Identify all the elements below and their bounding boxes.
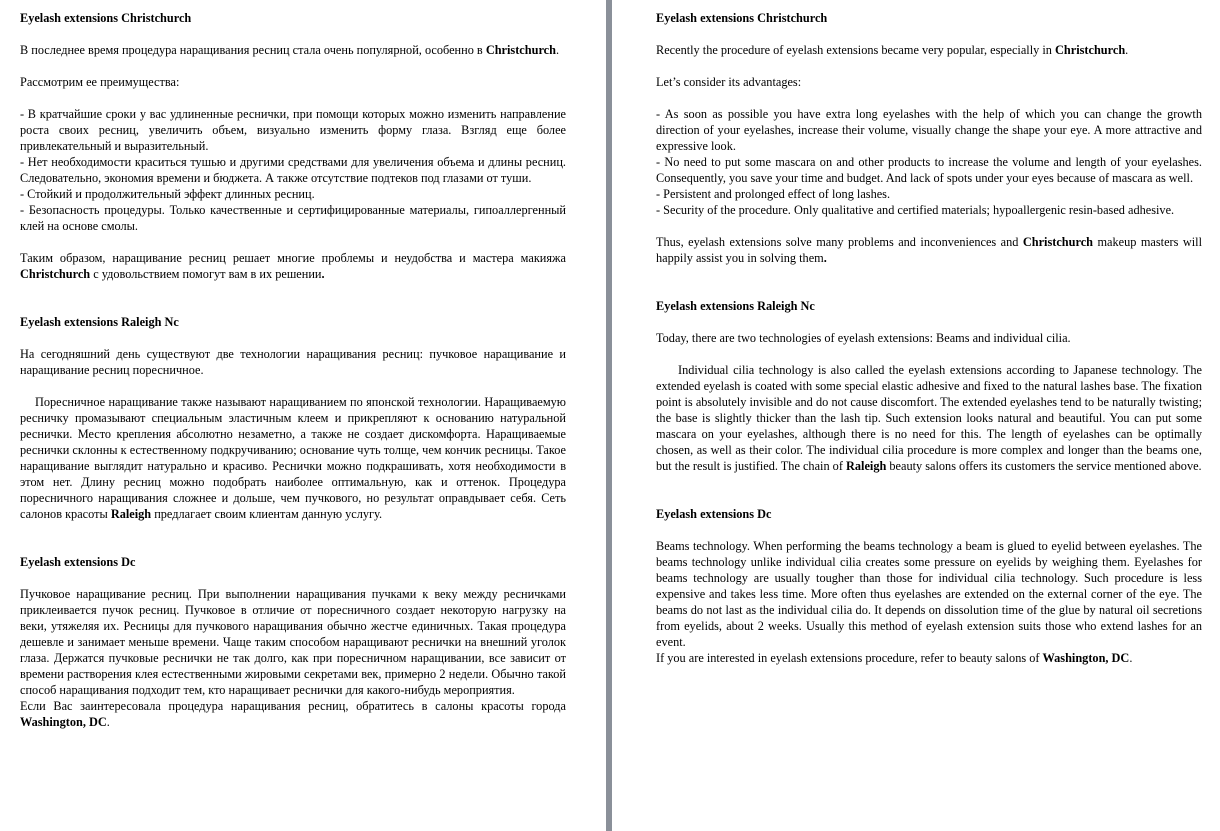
right-column — [656, 10, 1202, 666]
intro-end: . — [1125, 43, 1129, 57]
dc-closing-end: . — [1129, 651, 1133, 665]
conclusion-text-2: makeup masters will happily assist you in solving them — [656, 235, 1202, 265]
raleigh-intro: На сегодняшний день существуют две технологии наращивания ресниц: пучковое наращивание и наращивание ресниц поресничное. — [20, 347, 566, 377]
advantages-intro: Рассмотрим ее преимущества: — [20, 75, 180, 89]
raleigh-text-end: предлагает своим клиентам данную услугу. — [151, 507, 383, 521]
section-heading-christchurch: Eyelash extensions Christchurch — [20, 11, 192, 25]
raleigh-intro: Today, there are two technologies of eyelash extensions: Beams and individual cilia. — [656, 331, 1071, 345]
city-name: Christchurch — [1055, 43, 1126, 57]
advantage-item: - Безопасность процедуры. Только качественные и сертифицированные материалы, гипоаллергенный клей на основе смолы. — [20, 203, 566, 233]
dc-closing-text: If you are interested in eyelash extensions procedure, refer to beauty salons of — [656, 651, 1043, 665]
advantage-item: - As soon as possible you have extra long eyelashes with the help of which you can change the growth direction of your eyelashes, increase their volume, visually change the shape your eye. A more attractive and expressive look. — [656, 107, 1202, 153]
conclusion-text-2: с удовольствием помогут вам в их решении — [90, 267, 322, 281]
intro-paragraph — [656, 42, 1202, 58]
advantage-item: - В кратчайшие сроки у вас удлиненные реснички, при помощи которых можно изменить направление роста своих ресниц, увеличить объем, визуально изменить форму глаза. Взгляд еще более привлекательный и выразительный. — [20, 107, 566, 153]
raleigh-text: Individual cilia technology is also called the eyelash extensions according to Japanese technology. The extended eyelash is coated with some special elastic adhesive and fixed to the natural lashes base. The fixation point is absolutely invisible and do not cause discomfort. The extended eyelashes tend to be naturally twisting; the base is slightly thicker than the lash tip. Such extension looks natural and beautiful. You can put some mascara on your eyelashes, although there is no need for this. The length of eyelashes can be optimally chosen, as well as their color. The individual cilia procedure is more complex and longer than the beams one, but the result is justified. The chain of — [656, 363, 1202, 473]
left-column — [20, 10, 566, 730]
dc-body: Beams technology. When performing the beams technology a beam is glued to eyelid between eyelashes. The beams technology unlike individual cilia creates some pressure on eyelids by weighing them. Eyelashes for beams technology are usually tougher than those for individual cilia technology. Such procedure is less expensive and takes less time. More often thus eyelashes are extended on the external corner of the eye. The beams do not last as the individual cilia do. It depends on dissolution time of the glue by natural oil secretions from eyelids, about 2 weeks. Usually this method of eyelash extension suits those who extend lashes for an event. — [656, 539, 1202, 649]
city-name: Christchurch — [485, 43, 556, 57]
city-name: Christchurch — [1022, 235, 1094, 249]
city-name: Raleigh — [846, 459, 887, 473]
page-divider — [606, 0, 612, 831]
advantage-item: - Нет необходимости краситься тушью и другими средствами для увеличения объема и длины ресниц. Следовательно, экономия времени и бюджета. А также отсутствие подтеков под глазами от туши. — [20, 155, 566, 185]
dc-closing-end: . — [106, 715, 110, 729]
section-heading-christchurch: Eyelash extensions Christchurch — [656, 11, 828, 25]
advantage-item: - No need to put some mascara on and other products to increase the volume and length of your eyelashes. Consequently, you save your time and budget. And lack of spots under your eyes because of mascara as well. — [656, 155, 1202, 185]
section-heading-dc: Eyelash extensions Dc — [656, 507, 772, 521]
city-name: Raleigh — [110, 507, 152, 521]
advantage-item: - Persistent and prolonged effect of long lashes. — [656, 187, 891, 201]
section-heading-raleigh: Eyelash extensions Raleigh Nc — [20, 315, 179, 329]
conclusion-text: Thus, eyelash extensions solve many problems and inconveniences and — [656, 235, 1023, 249]
advantage-item: - Security of the procedure. Only qualitative and certified materials; hypoallergenic resin-based adhesive. — [656, 203, 1175, 217]
dc-closing-text: Если Вас заинтересовала процедура наращивания ресниц, обратитесь в салоны красоты города — [20, 699, 566, 713]
city-name: Christchurch — [20, 267, 91, 281]
city-name: Washington, DC — [1042, 651, 1130, 665]
conclusion-paragraph — [656, 234, 1202, 266]
intro-end: . — [555, 43, 560, 57]
advantage-item: - Стойкий и продолжительный эффект длинных ресниц. — [20, 187, 315, 201]
raleigh-body — [656, 362, 1202, 474]
city-name: Washington, DC — [20, 715, 107, 729]
section-heading-raleigh: Eyelash extensions Raleigh Nc — [656, 299, 815, 313]
dc-body: Пучковое наращивание ресниц. При выполнении наращивания пучками к веку между ресничками приклеивается пучок ресниц. Пучковое в отличие от поресничного создает некоторую нагрузку на веки, утяжеляя их. Ресницы для пучкового наращивания обычно жестче единичных. Такая процедура дешевле и занимает меньше времени. Чаще таким способом наращивают реснички на внешний уголок глаза. Держатся пучковые реснички не так долго, как при поресничном наращивании, все зависит от времени растворения клея естественными жировыми секретами век, примерно 2 недели. Обычно такой способ наращивания подходит тем, кто наращивает реснички для какого-нибудь мероприятия. — [20, 587, 566, 697]
conclusion-end: . — [823, 251, 827, 265]
section-heading-dc: Eyelash extensions Dc — [20, 555, 136, 569]
conclusion-text: Таким образом, наращивание ресниц решает многие проблемы и неудобства и мастера макияжа — [20, 251, 566, 265]
intro-text: В последнее время процедура наращивания ресниц стала очень популярной, особенно в — [20, 43, 486, 57]
dc-closing — [20, 698, 566, 730]
conclusion-paragraph — [20, 250, 566, 282]
raleigh-text: Поресничное наращивание также называют наращиванием по японской технологии. Наращиваемую ресничку промазывают специальным эластичным клеем и прикрепляют к основанию натуральной реснички. Место крепления абсолютно незаметно, а также не создает дискомфорта. Наращиваемые реснички склонны к естественному подкручиванию; основание чуть толще, чем кончик ресницы. Такое наращивание выглядит натурально и красиво. Реснички можно подкрашивать, хотя необходимости в этом нет. Длину ресниц можно подобрать наиболее оптимальную, как и оттенок. Процедура поресничного наращивания сложнее и дольше, чем пучкового, но результат оправдывает себя. Сеть салонов красоты — [20, 395, 566, 521]
raleigh-body — [20, 394, 566, 522]
advantages-intro: Let’s consider its advantages: — [656, 75, 802, 89]
dc-closing — [656, 650, 1202, 666]
conclusion-end: . — [321, 267, 325, 281]
intro-text: Recently the procedure of eyelash extensions became very popular, especially in — [656, 43, 1056, 57]
intro-paragraph — [20, 42, 566, 58]
raleigh-text-end: beauty salons offers its customers the service mentioned above. — [886, 459, 1202, 473]
